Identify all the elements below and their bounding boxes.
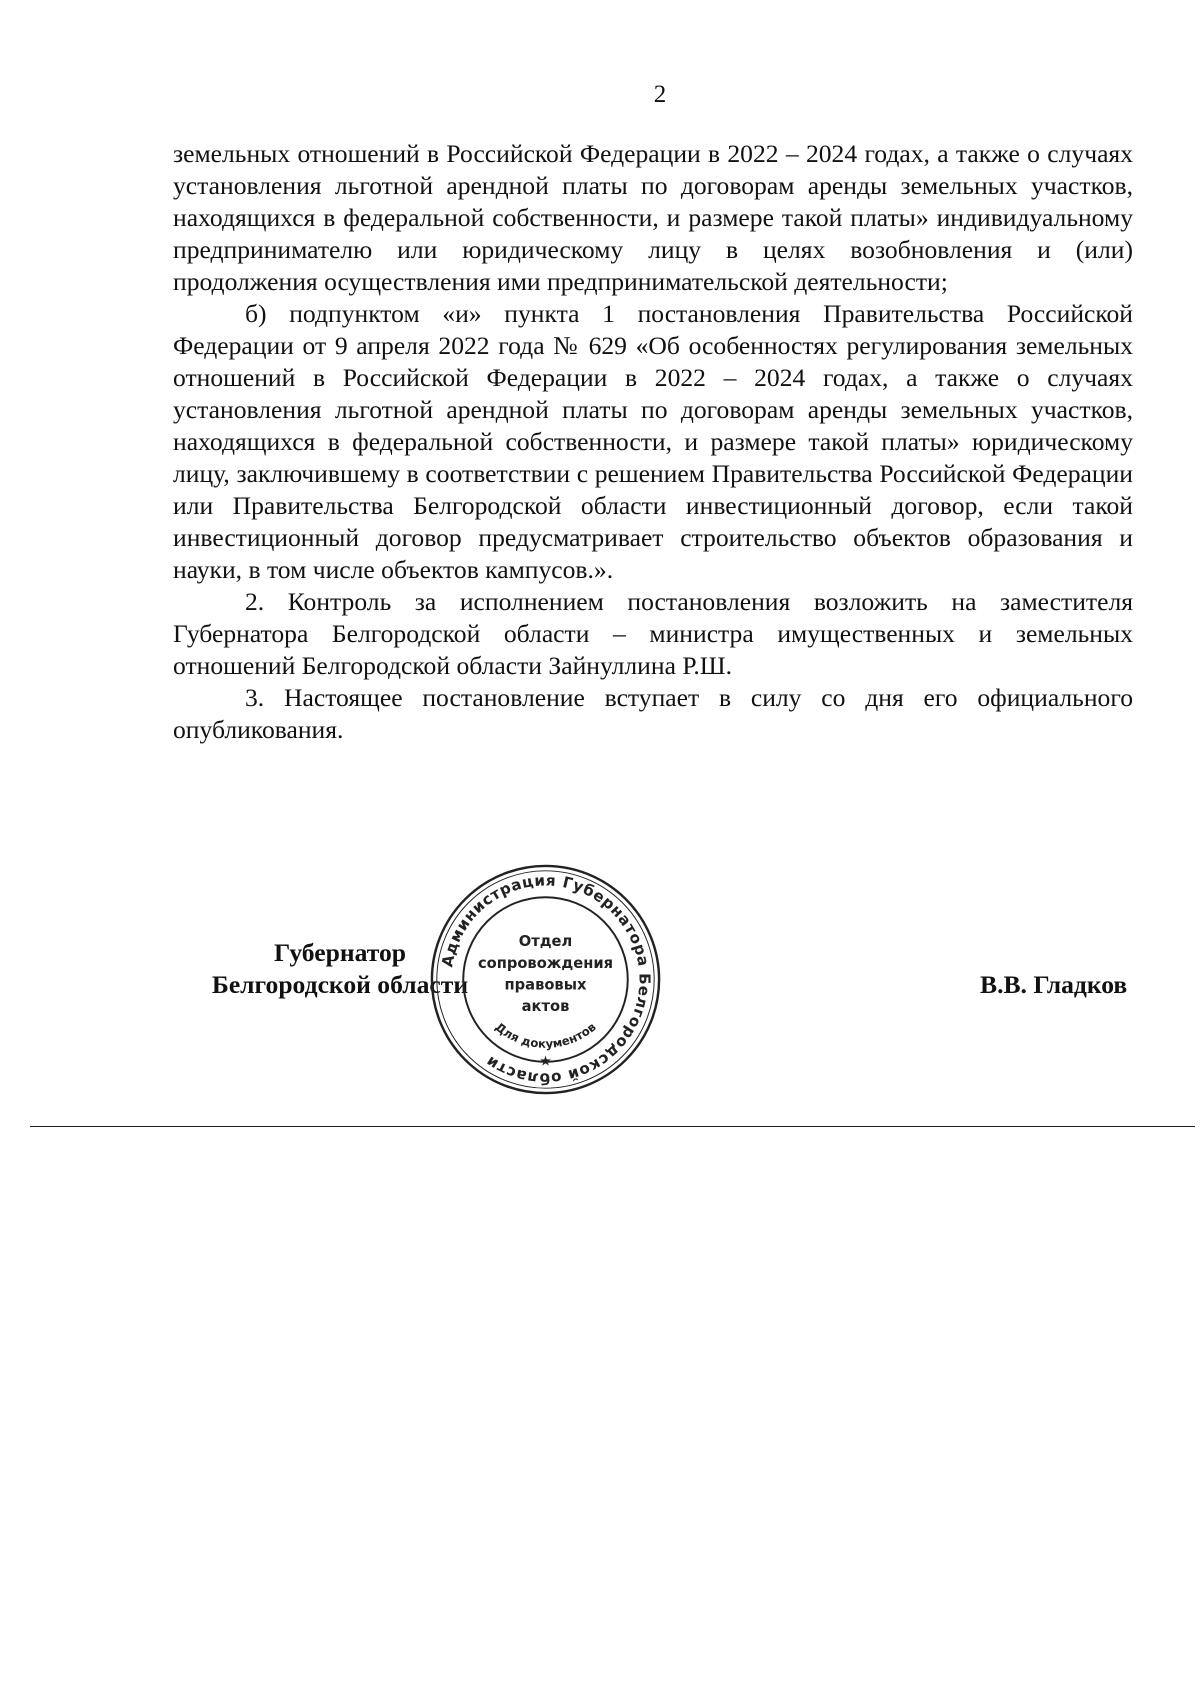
horizontal-divider	[30, 1126, 1195, 1127]
stamp-bottom-text: Для документов	[492, 1019, 599, 1051]
signatory-name: В.В. Гладков	[980, 970, 1128, 999]
signatory-title-line1: Губернатор	[274, 938, 406, 967]
stamp-inner-line1: Отдел	[518, 933, 573, 951]
stamp-inner-line2: сопровождения	[477, 954, 614, 972]
svg-text:Для документов	[492, 1020, 598, 1051]
stamp-ring-text: Администрация Губернатора Белгородской области	[438, 871, 654, 1088]
paragraph-item-2: 2. Контроль за исполнением постановления возложить на заместителя Губернатора Белгородской области – министра имущественных и земельных отношений Белгородской области Зайнуллина Р.Ш.	[173, 587, 1133, 680]
official-stamp	[428, 862, 663, 1097]
signatory-title-line2: Белгородской области	[211, 970, 469, 999]
stamp-inner-line4: актов	[521, 997, 570, 1015]
page-number: 2	[653, 81, 667, 108]
paragraph-item-3: 3. Настоящее постановление вступает в силу со дня его официального опубликования.	[173, 683, 1133, 744]
paragraph-continuation: земельных отношений в Российской Федерации в 2022 – 2024 годах, а также о случаях установления льготной арендной платы по договорам аренды земельных участков, находящихся в федеральной собственности, и размере такой платы» индивидуальному предпринимателю или юридическому лицу в целях возобновления и (или) продолжения осуществления ими предпринимательской деятельности;	[173, 139, 1133, 296]
document-body	[173, 138, 1133, 746]
stamp-star-icon: ★	[539, 1053, 552, 1070]
stamp-inner-line3: правовых	[504, 976, 587, 994]
paragraph-subclause-b: б) подпунктом «и» пункта 1 постановления Правительства Российской Федерации от 9 апреля 2022 года № 629 «Об особенностях регулирования земельных отношений в Российской Федерации в 2022 – 2024 годах, а также о случаях установления льготной арендной платы по договорам аренды земельных участков, находящихся в федеральной собственности, и размере такой платы» юридическому лицу, заключившему в соответствии с решением Правительства Российской Федерации или Правительства Белгородской области инвестиционный договор, если такой инвестиционный договор предусматривает строительство объектов образования и науки, в том числе объектов кампусов.».	[173, 299, 1133, 584]
